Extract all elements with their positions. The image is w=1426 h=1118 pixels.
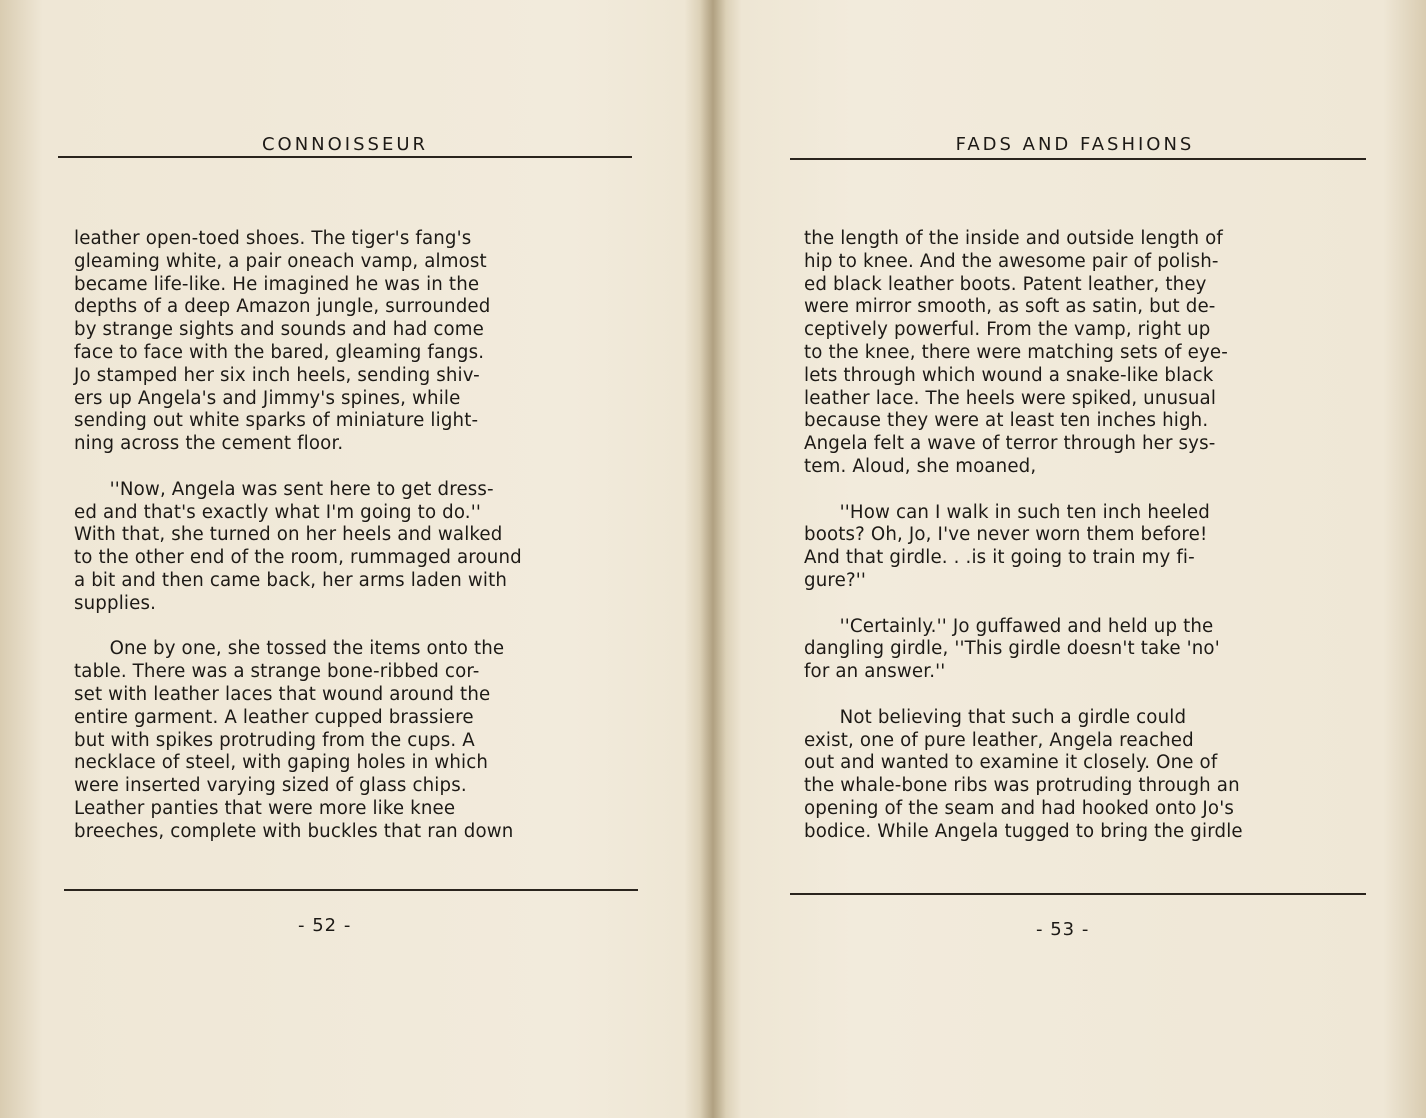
- text-line: Not believing that such a girdle could: [804, 706, 1187, 728]
- text-line: [74, 456, 654, 479]
- text-line: dangling girdle, ''This girdle doesn't take 'no': [804, 638, 1220, 660]
- text-line: ''Certainly.'' Jo guffawed and held up the: [804, 615, 1214, 637]
- text-line: were inserted varying sized of glass chips.: [74, 775, 467, 797]
- text-line: tem. Aloud, she moaned,: [804, 455, 1037, 477]
- text-line: [804, 479, 1380, 502]
- text-line: breeches, complete with buckles that ran down: [74, 820, 514, 842]
- text-line: face to face with the bared, gleaming fangs.: [74, 341, 485, 363]
- text-line: Leather panties that were more like knee: [74, 797, 456, 819]
- right-page: [714, 0, 1426, 1118]
- text-line: [74, 616, 654, 639]
- text-line: depths of a deep Amazon jungle, surrounded: [74, 296, 491, 318]
- text-line: sending out white sparks of miniature light-: [74, 410, 479, 432]
- text-line: exist, one of pure leather, Angela reached: [804, 729, 1194, 751]
- text-line: leather open-toed shoes. The tiger's fang's: [74, 228, 472, 249]
- header-rule: [790, 158, 1366, 160]
- text-line: ceptively powerful. From the vamp, right up: [804, 319, 1211, 341]
- text-line: to the other end of the room, rummaged around: [74, 547, 522, 569]
- text-line: [804, 593, 1380, 616]
- text-line: were mirror smooth, as soft as satin, but de-: [804, 296, 1216, 318]
- text-line: the whale-bone ribs was protruding through an: [804, 775, 1240, 797]
- text-line: ed and that's exactly what I'm going to do.'': [74, 501, 482, 523]
- text-line: supplies.: [74, 592, 156, 614]
- text-line: entire garment. A leather cupped brassiere: [74, 706, 474, 728]
- text-line: gleaming white, a pair oneach vamp, almost: [74, 250, 487, 272]
- text-line: ed black leather boots. Patent leather, they: [804, 273, 1207, 295]
- page-number: - 52 -: [298, 915, 352, 936]
- body-text: [804, 228, 1380, 844]
- body-text: [74, 228, 654, 844]
- text-line: opening of the seam and had hooked onto Jo's: [804, 797, 1234, 819]
- text-line: ''How can I walk in such ten inch heeled: [804, 501, 1210, 523]
- left-page: [0, 0, 712, 1118]
- text-line: ers up Angela's and Jimmy's spines, while: [74, 387, 461, 409]
- page-number: - 53 -: [1036, 919, 1090, 940]
- text-line: With that, she turned on her heels and walked: [74, 524, 503, 546]
- text-line: Angela felt a wave of terror through her sys-: [804, 433, 1216, 455]
- text-line: gure?'': [804, 569, 867, 591]
- text-line: Jo stamped her six inch heels, sending shiv-: [74, 364, 480, 386]
- footer-rule: [790, 893, 1366, 895]
- text-line: And that girdle. . .is it going to train my fi-: [804, 547, 1195, 569]
- text-line: ning across the cement floor.: [74, 433, 344, 455]
- text-line: a bit and then came back, her arms laden with: [74, 569, 508, 591]
- running-head: CONNOISSEUR: [261, 134, 429, 155]
- text-line: lets through which wound a snake-like black: [804, 364, 1214, 386]
- text-line: necklace of steel, with gaping holes in which: [74, 752, 489, 774]
- running-head: FADS AND FASHIONS: [955, 134, 1195, 155]
- text-line: ''Now, Angela was sent here to get dress-: [74, 478, 494, 500]
- text-line: One by one, she tossed the items onto the: [74, 638, 505, 660]
- text-line: leather lace. The heels were spiked, unusual: [804, 387, 1217, 409]
- text-line: table. There was a strange bone-ribbed cor-: [74, 661, 480, 683]
- text-line: because they were at least ten inches high.: [804, 410, 1209, 432]
- text-line: to the knee, there were matching sets of eye-: [804, 341, 1228, 363]
- text-line: hip to knee. And the awesome pair of polish-: [804, 250, 1219, 272]
- text-line: set with leather laces that wound around the: [74, 683, 491, 705]
- header-rule: [58, 156, 632, 158]
- footer-rule: [64, 889, 638, 891]
- text-line: but with spikes protruding from the cups. A: [74, 729, 475, 751]
- text-line: [804, 684, 1380, 707]
- text-line: became life-like. He imagined he was in the: [74, 273, 480, 295]
- text-line: by strange sights and sounds and had come: [74, 319, 484, 341]
- text-line: boots? Oh, Jo, I've never worn them before!: [804, 524, 1208, 546]
- text-line: for an answer.'': [804, 661, 946, 683]
- text-line: out and wanted to examine it closely. One of: [804, 752, 1218, 774]
- text-line: bodice. While Angela tugged to bring the girdle: [804, 820, 1243, 842]
- text-line: the length of the inside and outside length of: [804, 228, 1223, 249]
